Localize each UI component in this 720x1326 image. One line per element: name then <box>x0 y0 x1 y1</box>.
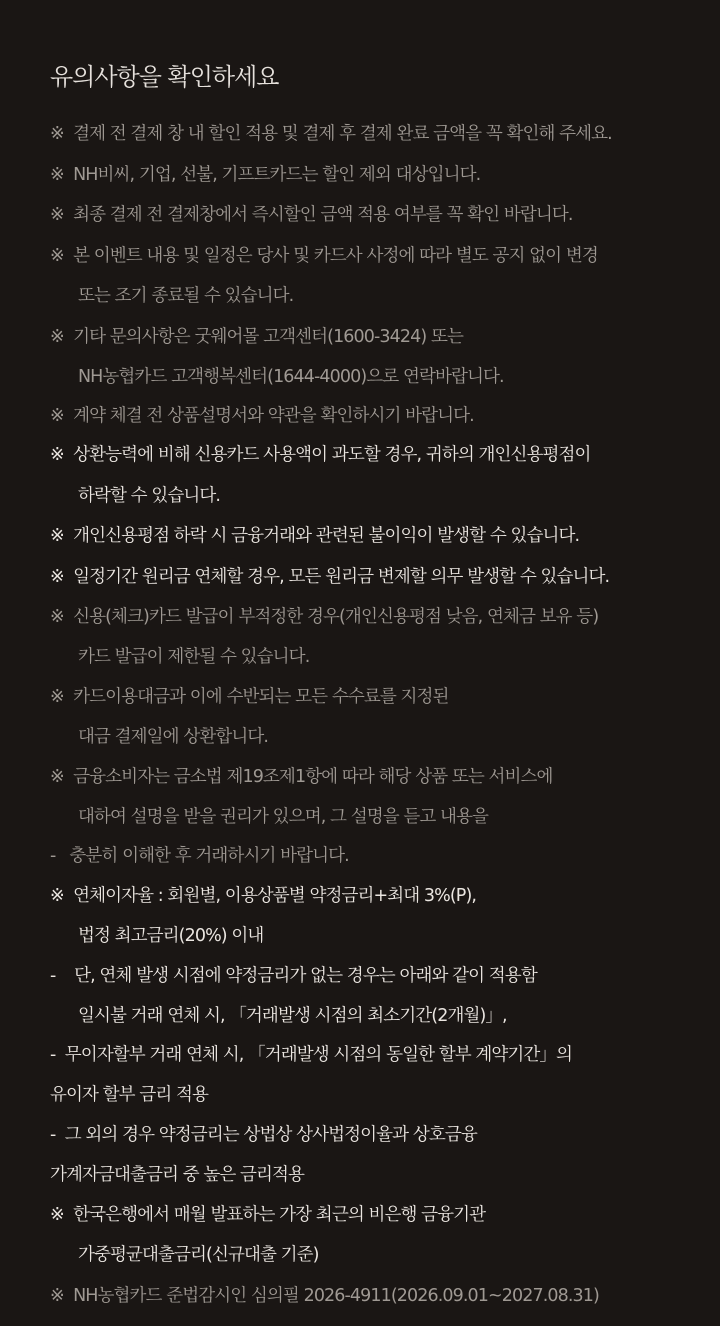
note-line: ※ 연체이자율 : 회원별, 이용상품별 약정금리+최대 3%(P), <box>50 886 477 906</box>
note-line: ※ 최종 결제 전 결제창에서 즉시할인 금액 적용 여부를 꼭 확인 바랍니다. <box>50 205 573 225</box>
note-line: ※ NH농협카드 준법감시인 심의필 2026-4911(2026.09.01~2027.08.31) <box>50 1286 599 1306</box>
note-line: 법정 최고금리(20%) 이내 <box>50 926 264 946</box>
note-line: 하락할 수 있습니다. <box>50 486 221 506</box>
note-line: 일시불 거래 연체 시, 「거래발생 시점의 최소기간(2개월)」, <box>50 1006 507 1026</box>
note-line: ※ 본 이벤트 내용 및 일정은 당사 및 카드사 사정에 따라 별도 공지 없이 변경 <box>50 246 598 266</box>
note-line: - 그 외의 경우 약정금리는 상법상 상사법정이율과 상호금융 <box>50 1125 477 1145</box>
note-line: ※ 일정기간 원리금 연체할 경우, 모든 원리금 변제할 의무 발생할 수 있습니다. <box>50 567 610 587</box>
note-line: 대금 결제일에 상환합니다. <box>50 727 269 747</box>
note-line: 가중평균대출금리(신규대출 기준) <box>50 1245 319 1265</box>
page-title: 유의사항을 확인하세요 <box>50 63 279 91</box>
note-line: - 무이자할부 거래 연체 시, 「거래발생 시점의 동일한 할부 계약기간」의 <box>50 1045 573 1065</box>
note-line: ※ 신용(체크)카드 발급이 부적정한 경우(개인신용평점 낮음, 연체금 보유 등) <box>50 607 599 627</box>
note-line: ※ 한국은행에서 매월 발표하는 가장 최근의 비은행 금융기관 <box>50 1205 486 1225</box>
note-line: ※ 기타 문의사항은 굿웨어몰 고객센터(1600-3424) 또는 <box>50 327 463 347</box>
note-line: 또는 조기 종료될 수 있습니다. <box>50 286 294 306</box>
note-line: ※ 결제 전 결제 창 내 할인 적용 및 결제 후 결제 완료 금액을 꼭 확인해 주세요. <box>50 124 612 144</box>
note-line: 가계자금대출금리 중 높은 금리적용 <box>50 1165 305 1185</box>
note-line: NH농협카드 고객행복센터(1644-4000)으로 연락바랍니다. <box>50 367 504 387</box>
note-line: 카드 발급이 제한될 수 있습니다. <box>50 647 310 667</box>
note-line: - 단, 연체 발생 시점에 약정금리가 없는 경우는 아래와 같이 적용함 <box>50 966 537 986</box>
note-line: ※ 개인신용평점 하락 시 금융거래와 관련된 불이익이 발생할 수 있습니다. <box>50 526 580 546</box>
note-line: ※ 상환능력에 비해 신용카드 사용액이 과도할 경우, 귀하의 개인신용평점이 <box>50 445 591 465</box>
note-line: 대하여 설명을 받을 권리가 있으며, 그 설명을 듣고 내용을 <box>50 807 489 827</box>
note-line: - 충분히 이해한 후 거래하시기 바랍니다. <box>50 846 349 866</box>
note-line: 유이자 할부 금리 적용 <box>50 1085 209 1105</box>
note-line: ※ 계약 체결 전 상품설명서와 약관을 확인하시기 바랍니다. <box>50 406 474 426</box>
note-line: ※ NH비씨, 기업, 선불, 기프트카드는 할인 제외 대상입니다. <box>50 165 481 185</box>
note-line: ※ 금융소비자는 금소법 제19조제1항에 따라 해당 상품 또는 서비스에 <box>50 767 553 787</box>
note-line: ※ 카드이용대금과 이에 수반되는 모든 수수료를 지정된 <box>50 687 449 707</box>
